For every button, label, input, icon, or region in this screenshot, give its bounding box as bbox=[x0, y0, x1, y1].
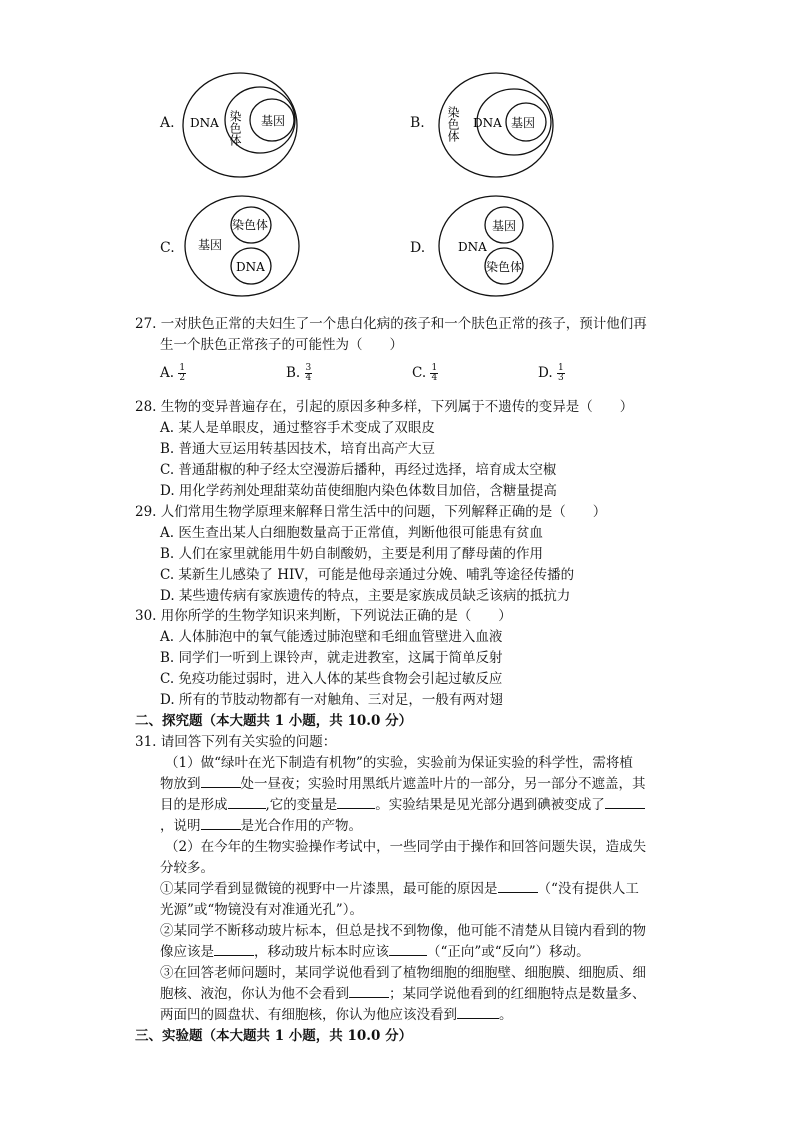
q31-sub2-line2: 像应该是 ，移动玻片标本时应该 （“正向”或“反向”）移动。 bbox=[160, 944, 590, 960]
section-heading-inquiry: 二、探究题（本大题共 1 小题，共 10.0 分） bbox=[135, 713, 413, 729]
q28-option-c: C. 普通甜椒的种子经太空漫游后播种，再经过选择，培育成太空椒 bbox=[160, 462, 557, 478]
venn-diagram-d bbox=[434, 192, 559, 302]
label-top: 基因 bbox=[492, 219, 517, 233]
label-outer: 染色体 bbox=[446, 106, 460, 142]
q31-part2-line2: 分较多。 bbox=[160, 860, 214, 876]
label-outer: 基因 bbox=[198, 238, 223, 252]
q27-option-d: D. $\frac{1}{3}$ bbox=[538, 363, 564, 383]
q28-option-b: B. 普通大豆运用转基因技术，培育出高产大豆 bbox=[160, 441, 436, 457]
label-outer: DNA bbox=[190, 116, 219, 130]
q28-stem: 28. 生物的变异普遍存在，引起的原因多种多样，下列属于不遗传的变异是（ ） bbox=[135, 399, 634, 415]
q28-option-a: A. 某人是单眼皮，通过整容手术变成了双眼皮 bbox=[160, 420, 435, 436]
q31-sub3-line1: ③在回答老师问题时，某同学说他看到了植物细胞的细胞壁、细胞膜、细胞质、细 bbox=[160, 965, 646, 981]
q31-stem: 31. 请回答下列有关实验的问题： bbox=[135, 734, 337, 750]
option-a-letter: A. bbox=[160, 115, 175, 131]
q31-sub1-line2: 光源”或“物镜没有对准通光孔”）。 bbox=[160, 902, 363, 918]
q29-option-d: D. 某些遗传病有家族遗传的特点，主要是家族成员缺乏该病的抵抗力 bbox=[160, 588, 571, 604]
venn-diagram-c bbox=[180, 192, 305, 302]
section-heading-experiment: 三、实验题（本大题共 1 小题，共 10.0 分） bbox=[135, 1028, 413, 1044]
label-inner: 基因 bbox=[261, 114, 286, 128]
option-b-letter: B. bbox=[410, 115, 425, 131]
q28-option-d: D. 用化学药剂处理甜菜幼苗使细胞内染色体数目加倍，含糖量提高 bbox=[160, 483, 557, 499]
venn-diagram-a bbox=[178, 68, 303, 183]
label-middle: 染色体 bbox=[228, 110, 242, 146]
q31-part1-line1: （1）做“绿叶在光下制造有机物”的实验，实验前为保证实验的科学性，需将植 bbox=[165, 755, 633, 771]
q29-option-b: B. 人们在家里就能用牛奶自制酸奶，主要是利用了酵母菌的作用 bbox=[160, 546, 544, 562]
q30-option-d: D. 所有的节肢动物都有一对触角、三对足，一般有两对翅 bbox=[160, 692, 503, 708]
answer-blank bbox=[457, 1006, 499, 1019]
q29-option-c: C. 某新生儿感染了 HIV，可能是他母亲通过分娩、哺乳等途径传播的 bbox=[160, 567, 575, 583]
q31-part1-line3: 目的是形成 ,它的变量是 。实验结果是见光部分遇到碘被变成了 bbox=[160, 793, 645, 813]
q31-part1-line2: 物放到 处一昼夜；实验时用黑纸片遮盖叶片的一部分，另一部分不遮盖，其 bbox=[160, 776, 646, 792]
q31-sub2-line1: ②某同学不断移动玻片标本，但总是找不到物像，他可能不清楚从目镜内看到的物 bbox=[160, 923, 646, 939]
answer-blank bbox=[228, 796, 266, 809]
q27-option-c: C. $\frac{1}{4}$ bbox=[412, 363, 438, 383]
q30-option-c: C. 免疫功能过弱时，进入人体的某些食物会引起过敏反应 bbox=[160, 671, 503, 687]
answer-blank bbox=[214, 943, 254, 956]
q30-option-a: A. 人体肺泡中的氧气能透过肺泡壁和毛细血管壁进入血液 bbox=[160, 629, 503, 645]
answer-blank bbox=[498, 880, 538, 893]
q27-stem-line1: 27. 一对肤色正常的夫妇生了一个患白化病的孩子和一个肤色正常的孩子，预计他们再 bbox=[135, 316, 647, 332]
venn-diagram-b bbox=[434, 68, 559, 183]
label-bottom: 染色体 bbox=[486, 260, 523, 274]
answer-blank bbox=[389, 943, 427, 956]
label-bottom: DNA bbox=[236, 260, 265, 274]
option-d-letter: D. bbox=[410, 240, 426, 256]
q27-stem-line2: 生一个肤色正常孩子的可能性为（ ） bbox=[160, 337, 403, 353]
label-middle: DNA bbox=[473, 116, 502, 130]
q30-option-b: B. 同学们一听到上课铃声，就走进教室，这属于简单反射 bbox=[160, 650, 503, 666]
q27-option-b: B. $\frac{3}{4}$ bbox=[286, 363, 312, 383]
q31-part1-line4: ，说明 是光合作用的产物。 bbox=[160, 818, 362, 834]
answer-blank bbox=[201, 775, 241, 788]
answer-blank bbox=[337, 796, 375, 809]
q29-option-a: A. 医生查出某人白细胞数量高于正常值，判断他很可能患有贫血 bbox=[160, 525, 543, 541]
q31-part2-line1: （2）在今年的生物实验操作考试中，一些同学由于操作和回答问题失误，造成失 bbox=[165, 839, 647, 855]
q31-sub3-line2: 胞核、液泡，你认为他不会看到 ；某同学说他看到的红细胞特点是数量多、 bbox=[160, 986, 646, 1002]
option-c-letter: C. bbox=[160, 240, 175, 256]
q31-sub1-line1: ①某同学看到显微镜的视野中一片漆黑，最可能的原因是 （“没有提供人工 bbox=[160, 881, 639, 897]
answer-blank bbox=[201, 817, 241, 830]
answer-blank bbox=[605, 796, 645, 809]
label-outer: DNA bbox=[458, 240, 487, 254]
q30-stem: 30. 用你所学的生物学知识来判断，下列说法正确的是（ ） bbox=[135, 608, 512, 624]
q29-stem: 29. 人们常用生物学原理来解释日常生活中的问题，下列解释正确的是（ ） bbox=[135, 504, 607, 520]
label-inner: 基因 bbox=[511, 116, 536, 130]
label-top: 染色体 bbox=[232, 218, 269, 232]
q27-option-a: A. $\frac{1}{2}$ bbox=[160, 363, 186, 383]
answer-blank bbox=[349, 985, 389, 998]
q31-sub3-line3: 两面凹的圆盘状、有细胞核，你认为他应该没看到 。 bbox=[160, 1007, 513, 1023]
